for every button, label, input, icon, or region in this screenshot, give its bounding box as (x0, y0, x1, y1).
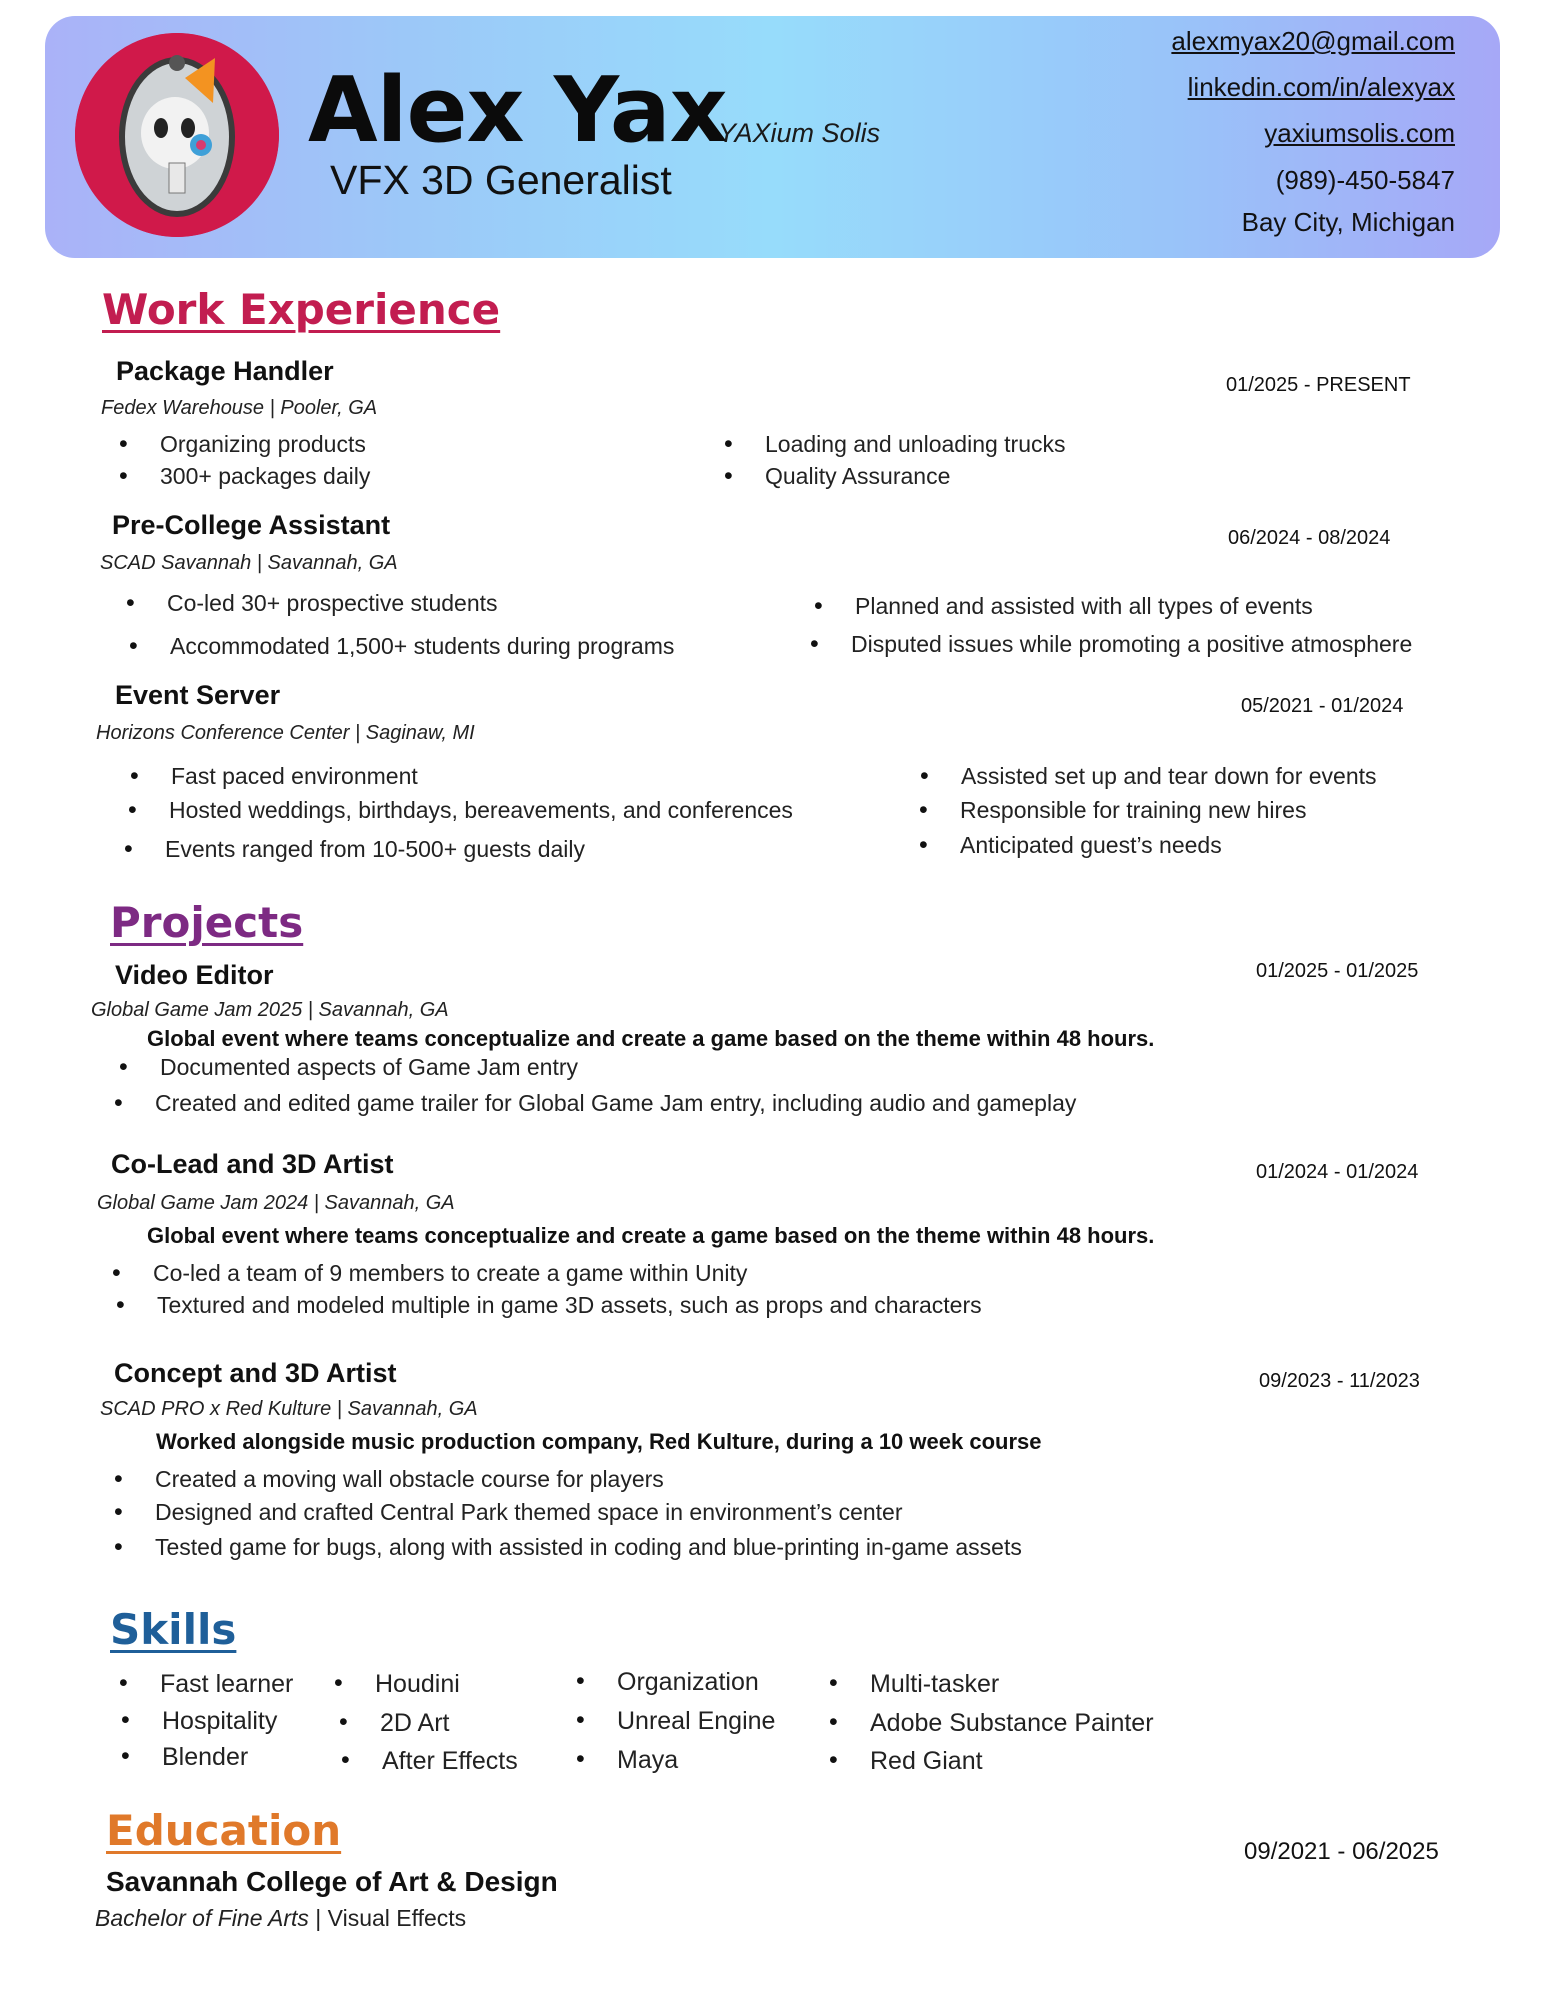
project-organization: SCAD PRO x Red Kulture | Savannah, GA (100, 1398, 478, 1420)
avatar (75, 33, 279, 237)
job-bullet: • Co-led 30+ prospective students (167, 590, 498, 617)
skills-heading: Skills (110, 1605, 237, 1654)
project-bullet: • Created and edited game trailer for Global Game Jam entry, including audio and gameplay (155, 1090, 1076, 1117)
project-organization: Global Game Jam 2024 | Savannah, GA (97, 1192, 455, 1214)
skill-item: • Red Giant (870, 1747, 983, 1776)
avatar-portrait-image (75, 33, 279, 237)
education-degree-type: Bachelor of Fine Arts (95, 1905, 309, 1931)
job-bullet: • 300+ packages daily (160, 463, 370, 490)
education-dates: 09/2021 - 06/2025 (1244, 1838, 1439, 1865)
project-title: Concept and 3D Artist (114, 1358, 397, 1388)
job-bullet: • Hosted weddings, birthdays, bereavements, and conferences (169, 797, 793, 824)
skill-item: • Houdini (375, 1670, 460, 1699)
job-bullet: • Assisted set up and tear down for events (961, 763, 1377, 790)
projects-heading: Projects (110, 898, 304, 947)
job-bullet: • Disputed issues while promoting a positive atmosphere (851, 631, 1412, 658)
project-dates: 01/2024 - 01/2024 (1256, 1161, 1419, 1183)
education-school: Savannah College of Art & Design (106, 1866, 558, 1897)
job-organization: Fedex Warehouse | Pooler, GA (101, 397, 378, 419)
job-title: Event Server (115, 680, 281, 710)
project-dates: 09/2023 - 11/2023 (1259, 1370, 1420, 1392)
job-bullet: • Organizing products (160, 431, 366, 458)
education-degree (95, 1905, 466, 1932)
skill-item: • Fast learner (160, 1670, 293, 1699)
candidate-title: VFX 3D Generalist (330, 157, 672, 203)
work-experience-heading: Work Experience (102, 285, 501, 334)
job-title: Package Handler (116, 356, 334, 386)
candidate-name: Alex Yax (308, 58, 727, 163)
job-bullet: • Planned and assisted with all types of events (855, 593, 1313, 620)
skill-item: • After Effects (382, 1747, 518, 1776)
project-bullet: • Designed and crafted Central Park themed space in environment’s center (155, 1499, 903, 1526)
job-dates: 01/2025 - PRESENT (1226, 374, 1411, 396)
project-title: Co-Lead and 3D Artist (111, 1149, 394, 1179)
skill-item: • Organization (617, 1668, 759, 1697)
project-bullet: • Created a moving wall obstacle course for players (155, 1466, 664, 1493)
project-bullet: • Textured and modeled multiple in game 3D assets, such as props and characters (157, 1292, 982, 1319)
job-bullet: • Events ranged from 10-500+ guests daily (165, 836, 585, 863)
project-organization: Global Game Jam 2025 | Savannah, GA (91, 999, 449, 1021)
job-bullet: • Accommodated 1,500+ students during programs (170, 633, 674, 660)
skill-item: • Blender (162, 1743, 248, 1772)
website-link[interactable]: yaxiumsolis.com (1264, 118, 1455, 148)
project-description: Global event where teams conceptualize and create a game based on the theme within 48 hours. (147, 1223, 1155, 1248)
job-bullet: • Fast paced environment (171, 763, 418, 790)
project-description: Global event where teams conceptualize and create a game based on the theme within 48 hours. (147, 1026, 1155, 1051)
job-organization: SCAD Savannah | Savannah, GA (100, 552, 398, 574)
skill-item: • Hospitality (162, 1707, 277, 1736)
job-dates: 05/2021 - 01/2024 (1241, 695, 1404, 717)
project-title: Video Editor (115, 960, 274, 990)
project-bullet: • Documented aspects of Game Jam entry (160, 1054, 578, 1081)
project-dates: 01/2025 - 01/2025 (1256, 960, 1419, 982)
education-heading: Education (106, 1806, 342, 1855)
skill-item: • Adobe Substance Painter (870, 1709, 1154, 1738)
job-bullet: • Quality Assurance (765, 463, 950, 490)
job-bullet: • Loading and unloading trucks (765, 431, 1066, 458)
job-title: Pre-College Assistant (112, 510, 391, 540)
candidate-alias: YAXium Solis (718, 118, 881, 148)
skill-item: • Multi-tasker (870, 1670, 999, 1699)
project-bullet: • Tested game for bugs, along with assisted in coding and blue-printing in-game assets (155, 1534, 1022, 1561)
project-description: Worked alongside music production company, Red Kulture, during a 10 week course (156, 1429, 1042, 1454)
phone-number: (989)-450-5847 (1275, 165, 1455, 195)
job-organization: Horizons Conference Center | Saginaw, MI (96, 722, 475, 744)
skill-item: • Unreal Engine (617, 1707, 775, 1736)
email-link[interactable]: alexmyax20@gmail.com (1171, 26, 1455, 56)
skill-item: • 2D Art (380, 1709, 449, 1738)
education-major: | Visual Effects (308, 1905, 467, 1931)
linkedin-link[interactable]: linkedin.com/in/alexyax (1187, 72, 1455, 102)
job-dates: 06/2024 - 08/2024 (1228, 527, 1391, 549)
location: Bay City, Michigan (1241, 207, 1455, 237)
job-bullet: • Anticipated guest’s needs (960, 832, 1222, 859)
project-bullet: • Co-led a team of 9 members to create a game within Unity (153, 1260, 747, 1287)
skill-item: • Maya (617, 1746, 678, 1775)
job-bullet: • Responsible for training new hires (960, 797, 1306, 824)
